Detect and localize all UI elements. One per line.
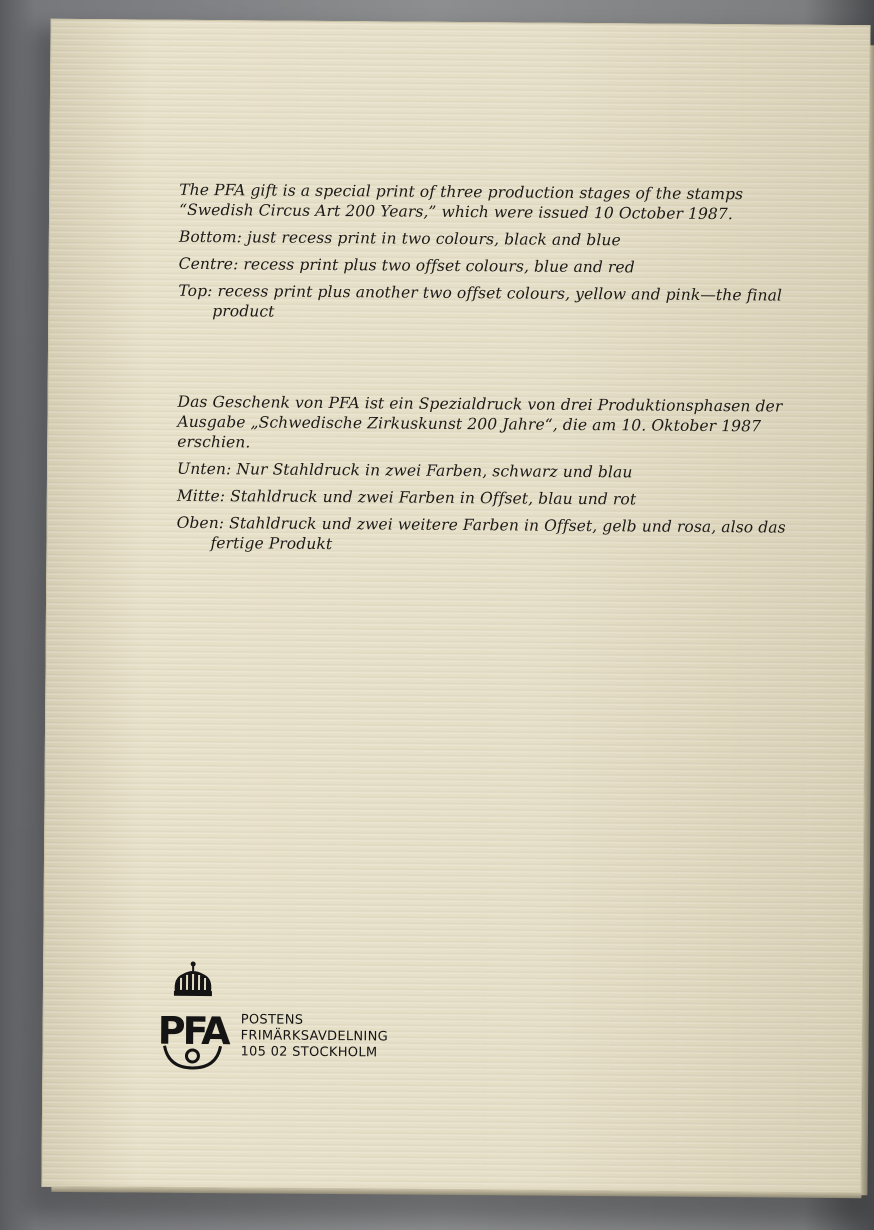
- english-intro: The PFA gift is a special print of three production stages of the stamps “Swedish Circus Art 200 Years,” which were issued 10 October 1987.: [179, 180, 744, 224]
- pfa-emblem: [150, 960, 241, 1081]
- german-oben-line: Oben: Stahldruck und zwei weitere Farben in Offset, gelb und rosa, also das fertige Produkt: [176, 513, 786, 554]
- english-bottom-line: Bottom: just recess print in two colours, black and blue: [178, 227, 621, 250]
- german-intro: Das Geschenk von PFA ist ein Spezialdruck von drei Produktionsphasen der Ausgabe „Schwedische Zirkuskunst 200 Jahre“, die am 10. Oktober 1987 erschien.: [177, 392, 783, 452]
- address-line-2: FRIMÄRKSAVDELNING: [240, 1028, 389, 1045]
- address-line-3: 105 02 STOCKHOLM: [240, 1044, 378, 1061]
- logo-letters: PFA: [157, 1008, 228, 1054]
- pfa-logo: [150, 960, 451, 1082]
- address-line-1: POSTENS: [240, 1012, 304, 1028]
- german-unten-line: Unten: Nur Stahldruck in zwei Farben, schwarz und blau: [176, 459, 633, 482]
- german-text-block: [176, 392, 787, 565]
- english-top-line: Top: recess print plus another two offset colours, yellow and pink—the final product: [178, 281, 783, 321]
- english-centre-line: Centre: recess print plus two offset colours, blue and red: [178, 254, 635, 277]
- address-block: [240, 1012, 388, 1061]
- english-text-block: [178, 180, 789, 333]
- card-side-edge: [861, 45, 874, 1195]
- german-mitte-line: Mitte: Stahldruck und zwei Farben in Offset, blau und rot: [176, 486, 637, 509]
- pfa-card: [41, 19, 870, 1193]
- crown-icon: [174, 961, 212, 996]
